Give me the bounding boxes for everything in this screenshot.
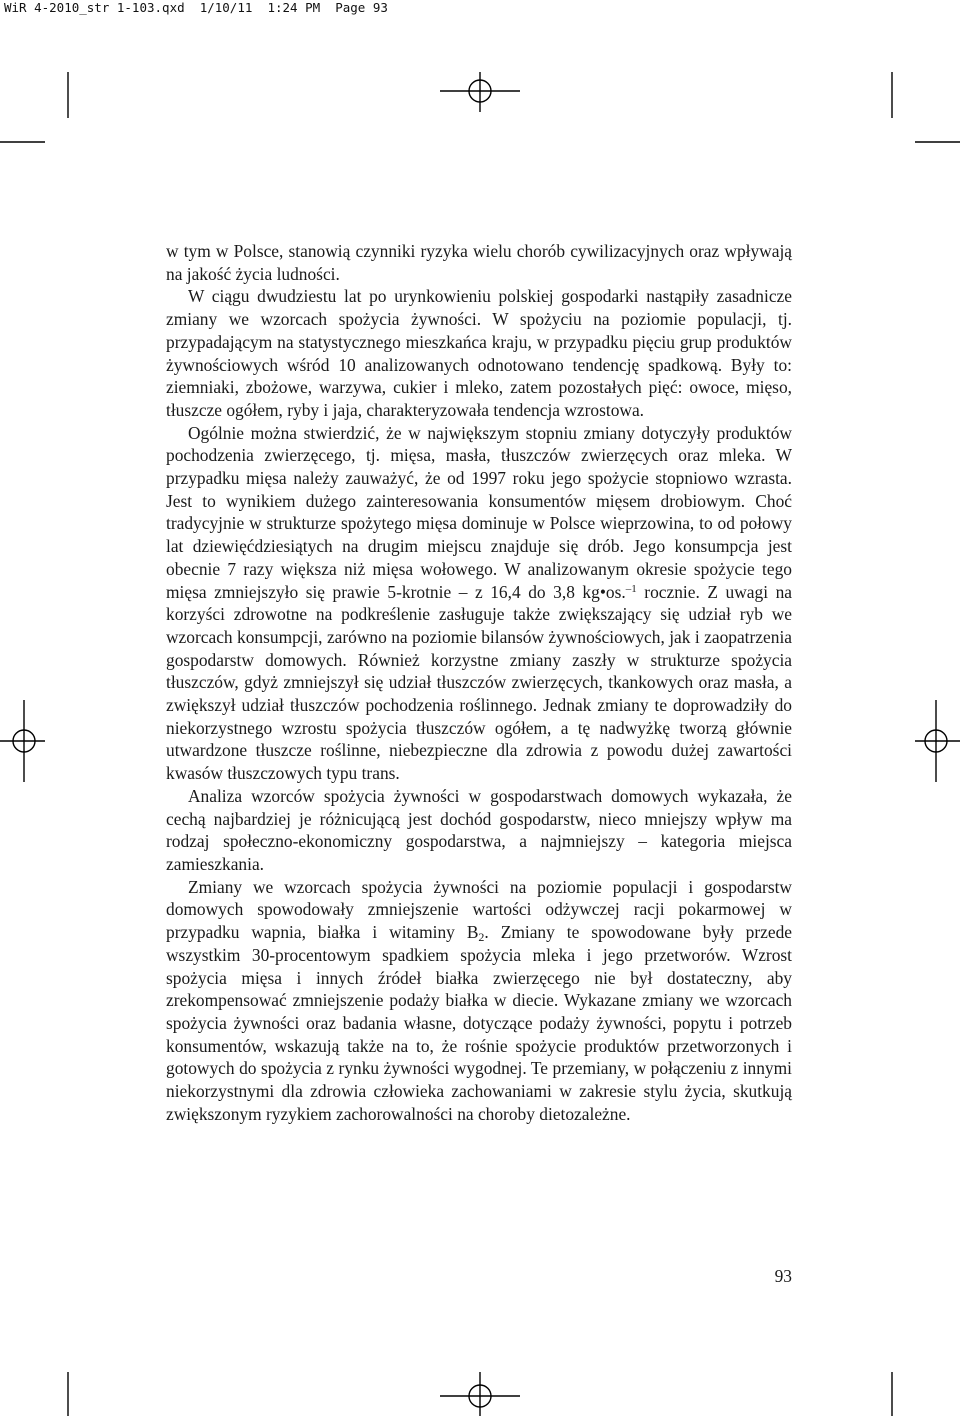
slug-file: WiR 4-2010_str 1-103.qxd bbox=[4, 0, 185, 15]
registration-mark-top bbox=[440, 72, 520, 112]
exponent-minus-one: –1 bbox=[625, 582, 637, 595]
paragraph-4: Analiza wzorców spożycia żywności w gospodarstwach domowych wykazała, że cechą najbardziej je różnicującą jest dochód gospodarstw, nieco mniejszy wpływ ma rodzaj społeczno-ekonomiczny gospodarstwa, a najmniejszy – kategoria miejsca zamieszkania. bbox=[166, 785, 792, 874]
paragraph-3-part-a: Ogólnie można stwierdzić, że w największym stopniu zmiany dotyczyły produktów pochodzenia zwierzęcego, tj. mięsa, masła, tłuszczów zwierzęcych oraz mleka. W przypadku mięsa należy zauważyć, że od 1997 roku jego spożycie stopniowo wzrasta. Jest to wynikiem dużego zainteresowania konsumentów mięsem drobiowym. Choć tradycyjnie w strukturze spożytego mięsa dominuje w Polsce wieprzowina, to od połowy lat dziewięćdziesiątych na drugim miejscu znajduje się drób. Jego konsumpcja jest obecnie 7 razy większa niż mięsa wołowego. W analizowanym okresie spożycie tego mięsa zmniejszyło się prawie 5-krotnie – z 16,4 do 3,8 kg bbox=[166, 422, 792, 602]
paragraph-1: w tym w Polsce, stanowią czynniki ryzyka wielu chorób cywilizacyjnych oraz wpływają na jakość życia ludności. bbox=[166, 241, 792, 284]
paragraph-3 bbox=[166, 422, 792, 785]
paragraph-5-part-b: . Zmiany te spowodowane były przede wszystkim 30-procentowym spadkiem spożycia mleka i jego przetworów. Wzrost spożycia mięsa i innych źródeł białka zwierzęcego nie był dostateczny, aby zrekompensować zmniejszenie podaży białka w diecie. Wykazane zmiany we wzorcach spożycia żywności oraz badania własne, dotyczące podaży żywności, popytu i potrzeb konsumentów, wskazują także na to, że rośnie spożycie produktów przetworzonych i gotowych do spożycia z rynku żywności wygodnej. Te przemiany, w połączeniu z innymi niekorzystnymi dla zdrowia człowieka zachowaniami w zakresie stylu życia, skutkują zwiększonym ryzykiem zachorowalności na choroby dietozależne. bbox=[166, 922, 792, 1124]
slug-page-label: Page 93 bbox=[335, 0, 388, 15]
registration-mark-bottom bbox=[440, 1372, 520, 1416]
paragraph-5 bbox=[166, 876, 792, 1126]
multiplication-dot: • bbox=[599, 581, 606, 602]
slug-date: 1/10/11 bbox=[199, 0, 253, 15]
paragraph-3-unit: os. bbox=[605, 581, 626, 602]
vitamin-b-subscript: 2 bbox=[478, 930, 485, 945]
registration-mark-right bbox=[915, 700, 960, 782]
body-text bbox=[166, 240, 792, 1125]
slug-time: 1:24 PM bbox=[267, 0, 321, 15]
paragraph-3-part-c: rocznie. Z uwagi na korzyści zdrowotne na podkreślenie zasługuje także zwiększający się udział ryb we wzorcach konsumpcji, zarówno na poziomie bilansów żywnościowych, jak i zaopatrzenia gospodarstw domowych. Również korzystne zmiany zaszły w strukturze spożycia tłuszczów, gdyż zmniejszył się udział tłuszczów zwierzęcych, tkankowych oraz masła, a zwiększył udział tłuszczów pochodzenia roślinnego. Jednak zmiany te doprowadziły do niekorzystnego wzrostu spożycia tłuszczów ogółem, a tę nadwyżkę tworzą głównie utwardzone tłuszcze roślinne, niebezpieczne dla zdrowia z powodu dużej zawartości kwasów tłuszczowych typu trans. bbox=[166, 581, 792, 784]
paragraph-2: W ciągu dwudziestu lat po urynkowieniu polskiej gospodarki nastąpiły zasadnicze zmiany we wzorcach spożycia żywności. W spożyciu na poziomie populacji, tj. przypadającym na statystycznego mieszkańca kraju, w przypadku pięciu grup produktów żywnościowych wśród 10 analizowanych odnotowano tendencję spadkową. Były to: ziemniaki, zbożowe, warzywa, cukier i mleko, zatem pozostałych pięć: owoce, mięso, tłuszcze ogółem, ryby i jaja, charakteryzowała tendencja wzrostowa. bbox=[166, 286, 792, 420]
registration-mark-left bbox=[0, 700, 45, 782]
paragraph-5-part-a: Zmiany we wzorcach spożycia żywności na poziomie populacji i gospodarstw domowych spowodowały zmniejszenie wartości odżywczej racji pokarmowej w przypadku wapnia, białka i witaminy B bbox=[166, 876, 792, 943]
page-number: 93 bbox=[774, 1266, 792, 1286]
